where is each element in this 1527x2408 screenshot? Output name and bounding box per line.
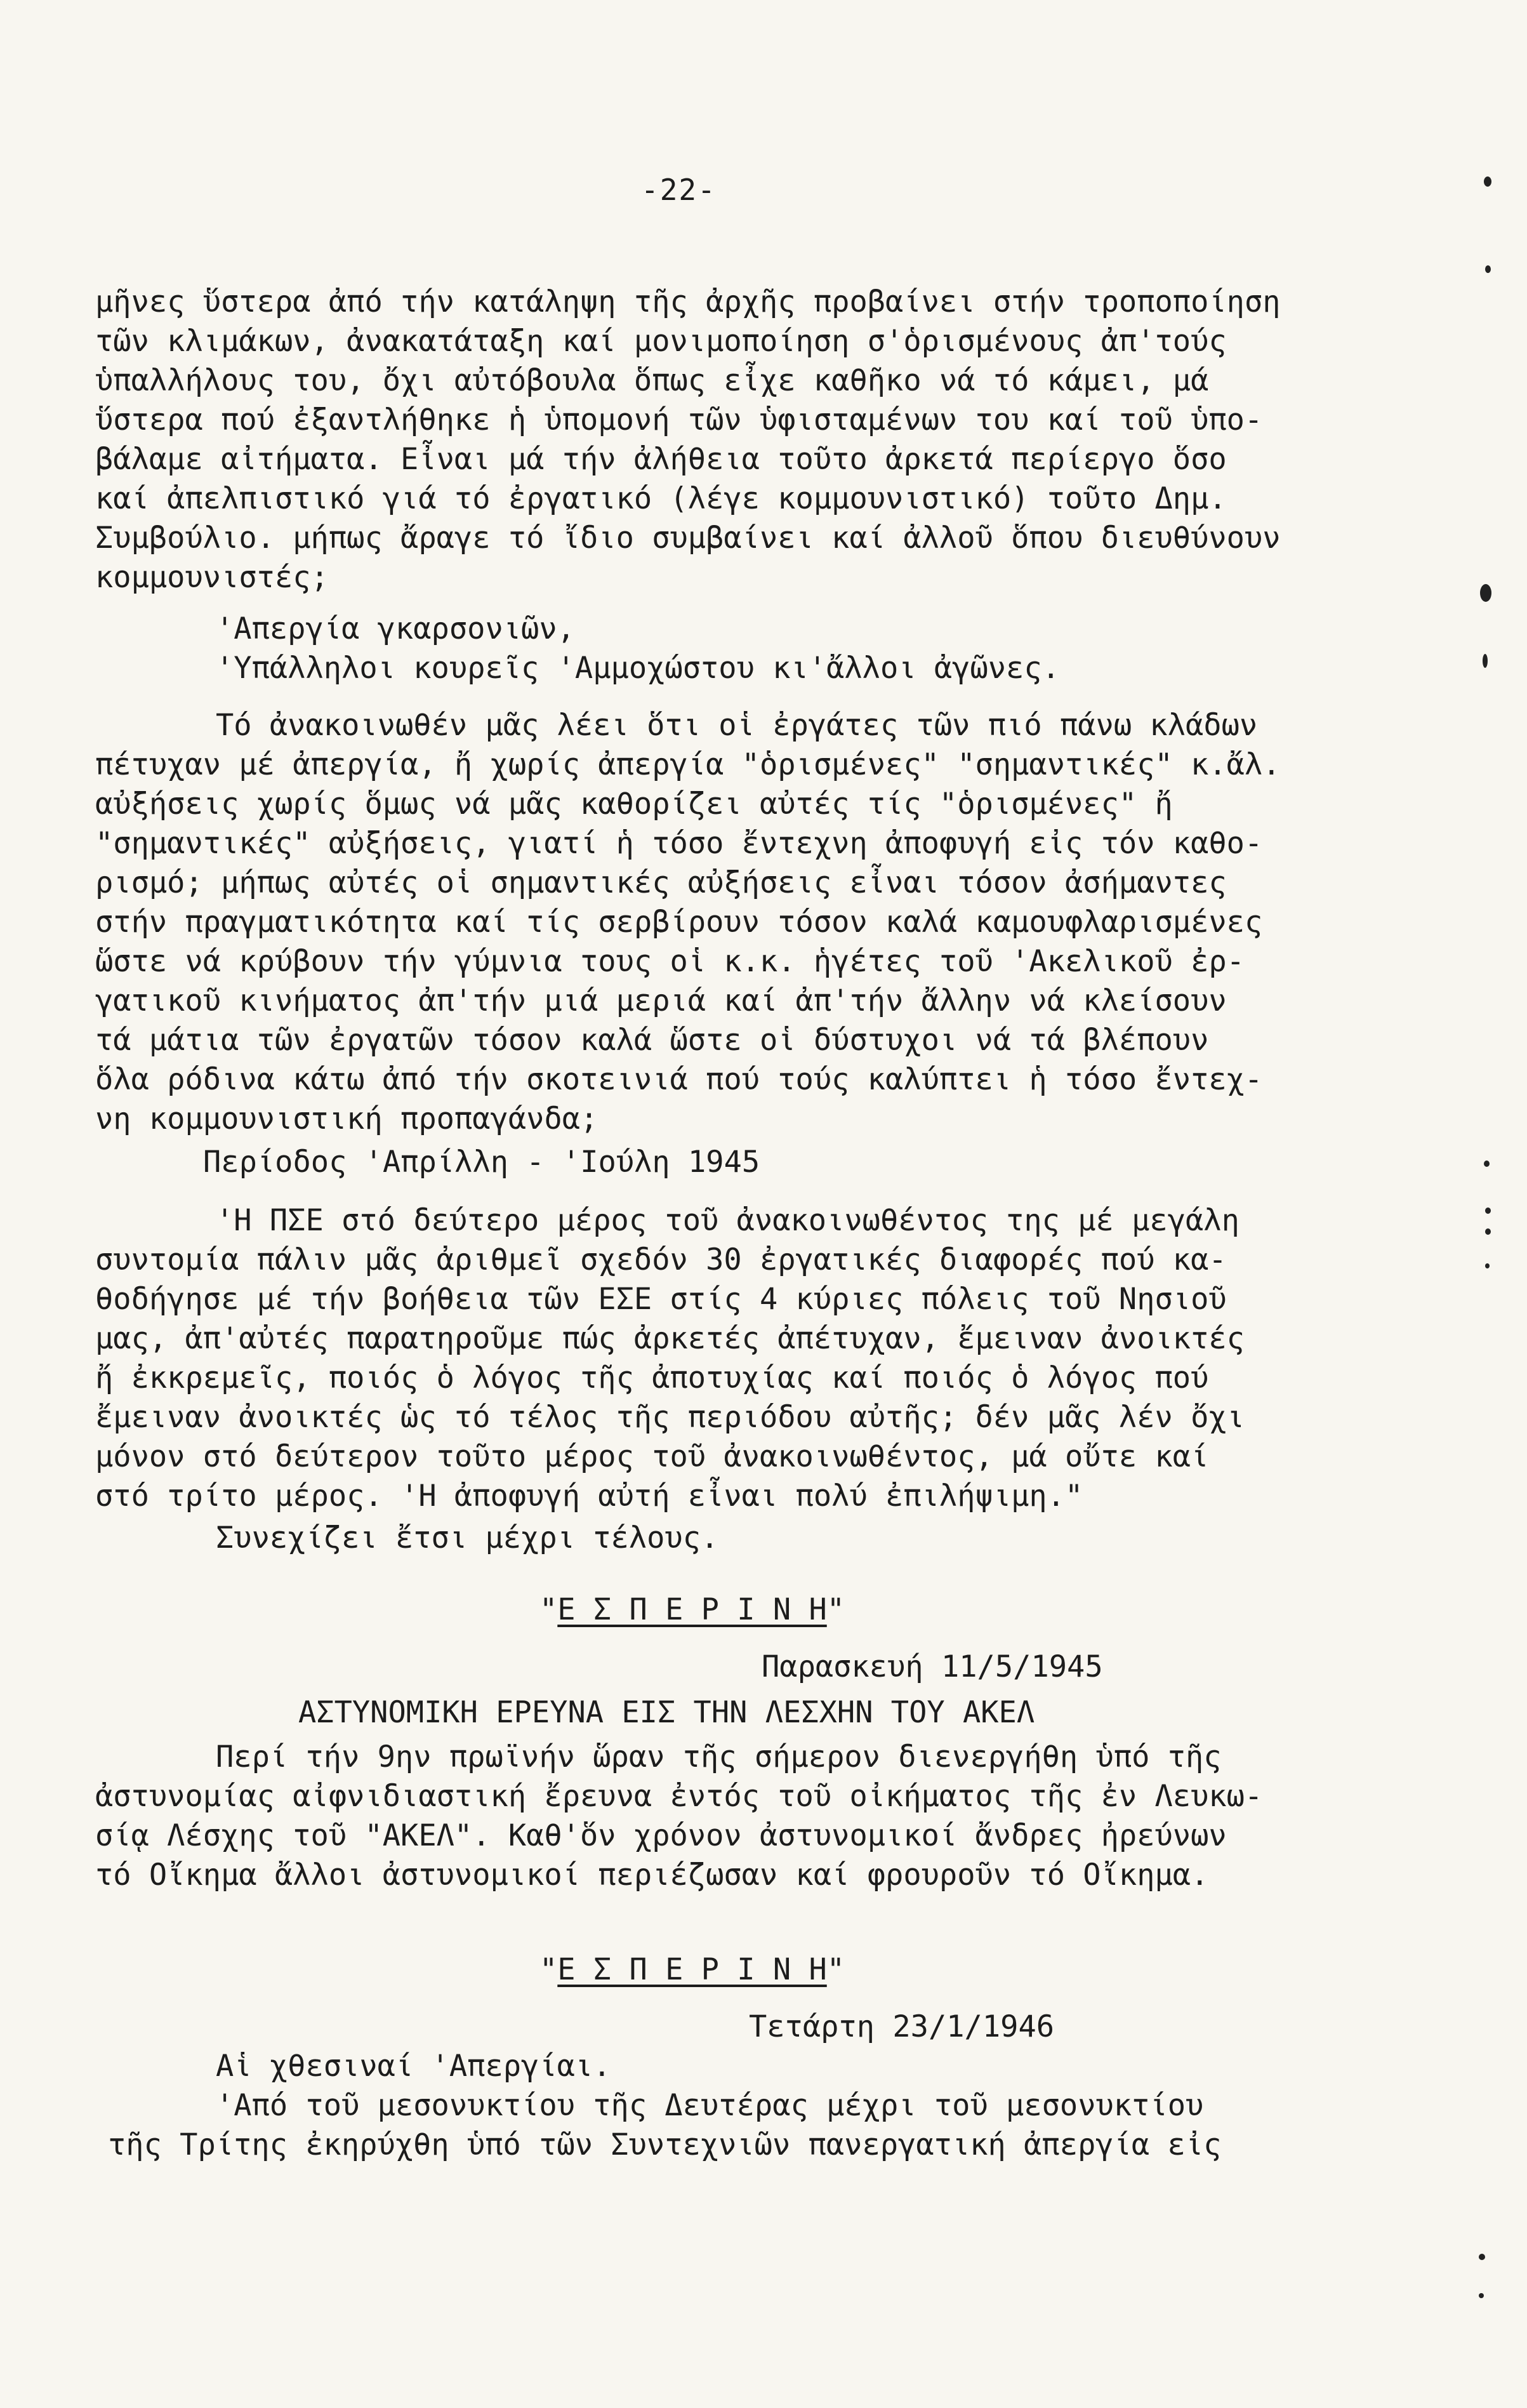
scan-speck — [1480, 584, 1491, 602]
text-line: μας, ἀπ'αὐτές παρατηροῦμε πώς ἀρκετές ἀπέτυχαν, ἔμειναν ἀνοικτές — [95, 1321, 1245, 1356]
section-heading: 'Υπάλληλοι κουρεῖς 'Αμμοχώστου κι'ἄλλοι ἀγῶνες. — [216, 651, 1060, 686]
text-line: ἤ ἐκκρεμεῖς, ποιός ὁ λόγος τῆς ἀποτυχίας καί ποιός ὁ λόγος πού — [95, 1360, 1209, 1395]
text-line: πέτυχαν μέ ἀπεργία, ἤ χωρίς ἀπεργία "ὁρισμένες" "σημαντικές" κ.ἄλ. — [95, 747, 1281, 782]
text-line: νη κομμουνιστική προπαγάνδα; — [95, 1101, 598, 1136]
text-line: Περί τήν 9ην πρωϊνήν ὥραν τῆς σήμερον διενεργήθη ὑπό τῆς — [216, 1739, 1222, 1774]
text-line: μόνον στό δεύτερον τοῦτο μέρος τοῦ ἀνακοινωθέντος, μά οὔτε καί — [95, 1439, 1209, 1474]
text-line: ὥστε νά κρύβουν τήν γύμνια τους οἱ κ.κ. ἡγέτες τοῦ 'Ακελικοῦ ἐρ- — [95, 944, 1245, 979]
text-line: κομμουνιστές; — [95, 560, 329, 595]
continues-block — [95, 1519, 1415, 1558]
scan-speck — [1485, 1228, 1491, 1235]
text-line: στό τρίτο μέρος. 'Η ἀποφυγή αὐτή εἶναι πολύ ἐπιλήψιμη." — [95, 1479, 1083, 1513]
text-line: μῆνες ὕστερα ἀπό τήν κατάληψη τῆς ἀρχῆς προβαίνει στήν τροποποίηση — [95, 284, 1281, 319]
scan-speck — [1485, 1207, 1491, 1214]
text-line: ἀστυνομίας αἰφνιδιαστική ἔρευνα ἐντός τοῦ οἰκήματος τῆς ἐν Λευκω- — [95, 1779, 1263, 1814]
scan-speck — [1479, 2293, 1484, 2298]
newspaper-date: Παρασκευή 11/5/1945 — [762, 1649, 1103, 1684]
text-line: Συμβούλιο. μήπως ἄραγε τό ἴδιο συμβαίνει καί ἀλλοῦ ὅπου διευθύνουν — [95, 521, 1281, 555]
text-line: αὐξήσεις χωρίς ὅμως νά μᾶς καθορίζει αὐτές τίς "ὁρισμένες" ἤ — [95, 787, 1173, 822]
text-line: ὑπαλλήλους του, ὄχι αὐτόβουλα ὅπως εἶχε καθῆκο νά τό κάμει, μά — [95, 363, 1209, 398]
text-line: καί ἀπελπιστικό γιά τό ἐργατικό (λέγε κομμουνιστικό) τοῦτο Δημ. — [95, 481, 1227, 516]
text-line: ὕστερα πού ἐξαντλήθηκε ἡ ὑπομονή τῶν ὑφισταμένων του καί τοῦ ὑπο- — [95, 402, 1263, 437]
newspaper-excerpt-2 — [95, 1950, 1415, 2165]
text-line: συντομία πάλιν μᾶς ἀριθμεῖ σχεδόν 30 ἐργατικές διαφορές πού κα- — [95, 1242, 1227, 1277]
newspaper-name: "Ε Σ Π Ε Ρ Ι Ν Η" — [539, 1592, 845, 1627]
text-line: σίᾳ Λέσχης τοῦ "ΑΚΕΛ". Καθ'ὅν χρόνον ἀστυνομικοί ἄνδρες ἠρεύνων — [95, 1818, 1227, 1853]
continues-note: Συνεχίζει ἔτσι μέχρι τέλους. — [216, 1520, 719, 1555]
period-heading: Περίοδος 'Απρίλλη - 'Ιούλη 1945 — [203, 1145, 760, 1180]
article-headline: ΑΣΤΥΝΟΜΙΚΗ ΕΡΕΥΝΑ ΕΙΣ ΤΗΝ ΛΕΣΧΗΝ ΤΟΥ ΑΚΕΛ — [298, 1695, 1035, 1730]
text-line: Τό ἀνακοινωθέν μᾶς λέει ὅτι οἱ ἐργάτες τῶν πιό πάνω κλάδων — [216, 708, 1258, 743]
scan-speck — [1485, 1263, 1490, 1268]
newspaper-name: "Ε Σ Π Ε Ρ Ι Ν Η" — [539, 1952, 845, 1987]
paragraph-3 — [95, 1201, 1415, 1516]
text-line: τά μάτια τῶν ἐργατῶν τόσον καλά ὥστε οἱ δύστυχοι νά τά βλέπουν — [95, 1023, 1209, 1058]
scan-speck — [1483, 654, 1488, 668]
text-line: τῶν κλιμάκων, ἀνακατάταξη καί μονιμοποίηση σ'ὁρισμένους ἀπ'τούς — [95, 324, 1227, 359]
text-line: θοδήγησε μέ τήν βοήθεια τῶν ΕΣΕ στίς 4 κύριες πόλεις τοῦ Νησιοῦ — [95, 1282, 1227, 1317]
section-headings — [95, 609, 1415, 688]
text-line: "σημαντικές" αὐξήσεις, γιατί ἡ τόσο ἔντεχνη ἀποφυγή εἰς τόν καθο- — [95, 826, 1263, 861]
article-headline: Αἱ χθεσιναί 'Απεργίαι. — [216, 2049, 611, 2084]
scan-speck — [1479, 2254, 1485, 2260]
period-heading-block — [95, 1143, 1415, 1182]
text-line: 'Η ΠΣΕ στό δεύτερο μέρος τοῦ ἀνακοινωθέντος της μέ μεγάλη — [216, 1203, 1239, 1238]
text-line: τό Οἴκημα ἄλλοι ἀστυνομικοί περιέζωσαν καί φρουροῦν τό Οἴκημα. — [95, 1858, 1209, 1892]
text-line: τῆς Τρίτης ἐκηρύχθη ὑπό τῶν Συντεχνιῶν πανεργατική ἀπεργία εἰς — [108, 2127, 1222, 2162]
text-line: στήν πραγματικότητα καί τίς σερβίρουν τόσον καλά καμουφλαρισμένες — [95, 905, 1263, 940]
scan-speck — [1484, 1161, 1490, 1167]
newspaper-excerpt-1 — [95, 1590, 1415, 1895]
paragraph-2 — [95, 706, 1415, 1139]
page-number: -22- — [641, 173, 717, 207]
text-line: ρισμό; μήπως αὐτές οἱ σημαντικές αὐξήσεις εἶναι τόσον ἀσήμαντες — [95, 865, 1227, 900]
paragraph-1 — [95, 283, 1415, 597]
text-line: ἔμειναν ἀνοικτές ὡς τό τέλος τῆς περιόδου αὐτῆς; δέν μᾶς λέν ὄχι — [95, 1400, 1245, 1435]
scan-speck — [1484, 176, 1491, 187]
section-heading: 'Απεργία γκαρσονιῶν, — [216, 611, 575, 646]
text-line: ὅλα ρόδινα κάτω ἀπό τήν σκοτεινιά πού τούς καλύπτει ἡ τόσο ἔντεχ- — [95, 1062, 1263, 1097]
text-line: 'Από τοῦ μεσονυκτίου τῆς Δευτέρας μέχρι τοῦ μεσονυκτίου — [216, 2088, 1204, 2123]
text-line: γατικοῦ κινήματος ἀπ'τήν μιά μεριά καί ἀπ'τήν ἄλλην νά κλείσουν — [95, 983, 1227, 1018]
newspaper-date: Τετάρτη 23/1/1946 — [749, 2009, 1055, 2044]
scan-speck — [1485, 265, 1491, 273]
text-line: βάλαμε αἰτήματα. Εἶναι μά τήν ἀλήθεια τοῦτο ἀρκετά περίεργο ὅσο — [95, 442, 1227, 477]
